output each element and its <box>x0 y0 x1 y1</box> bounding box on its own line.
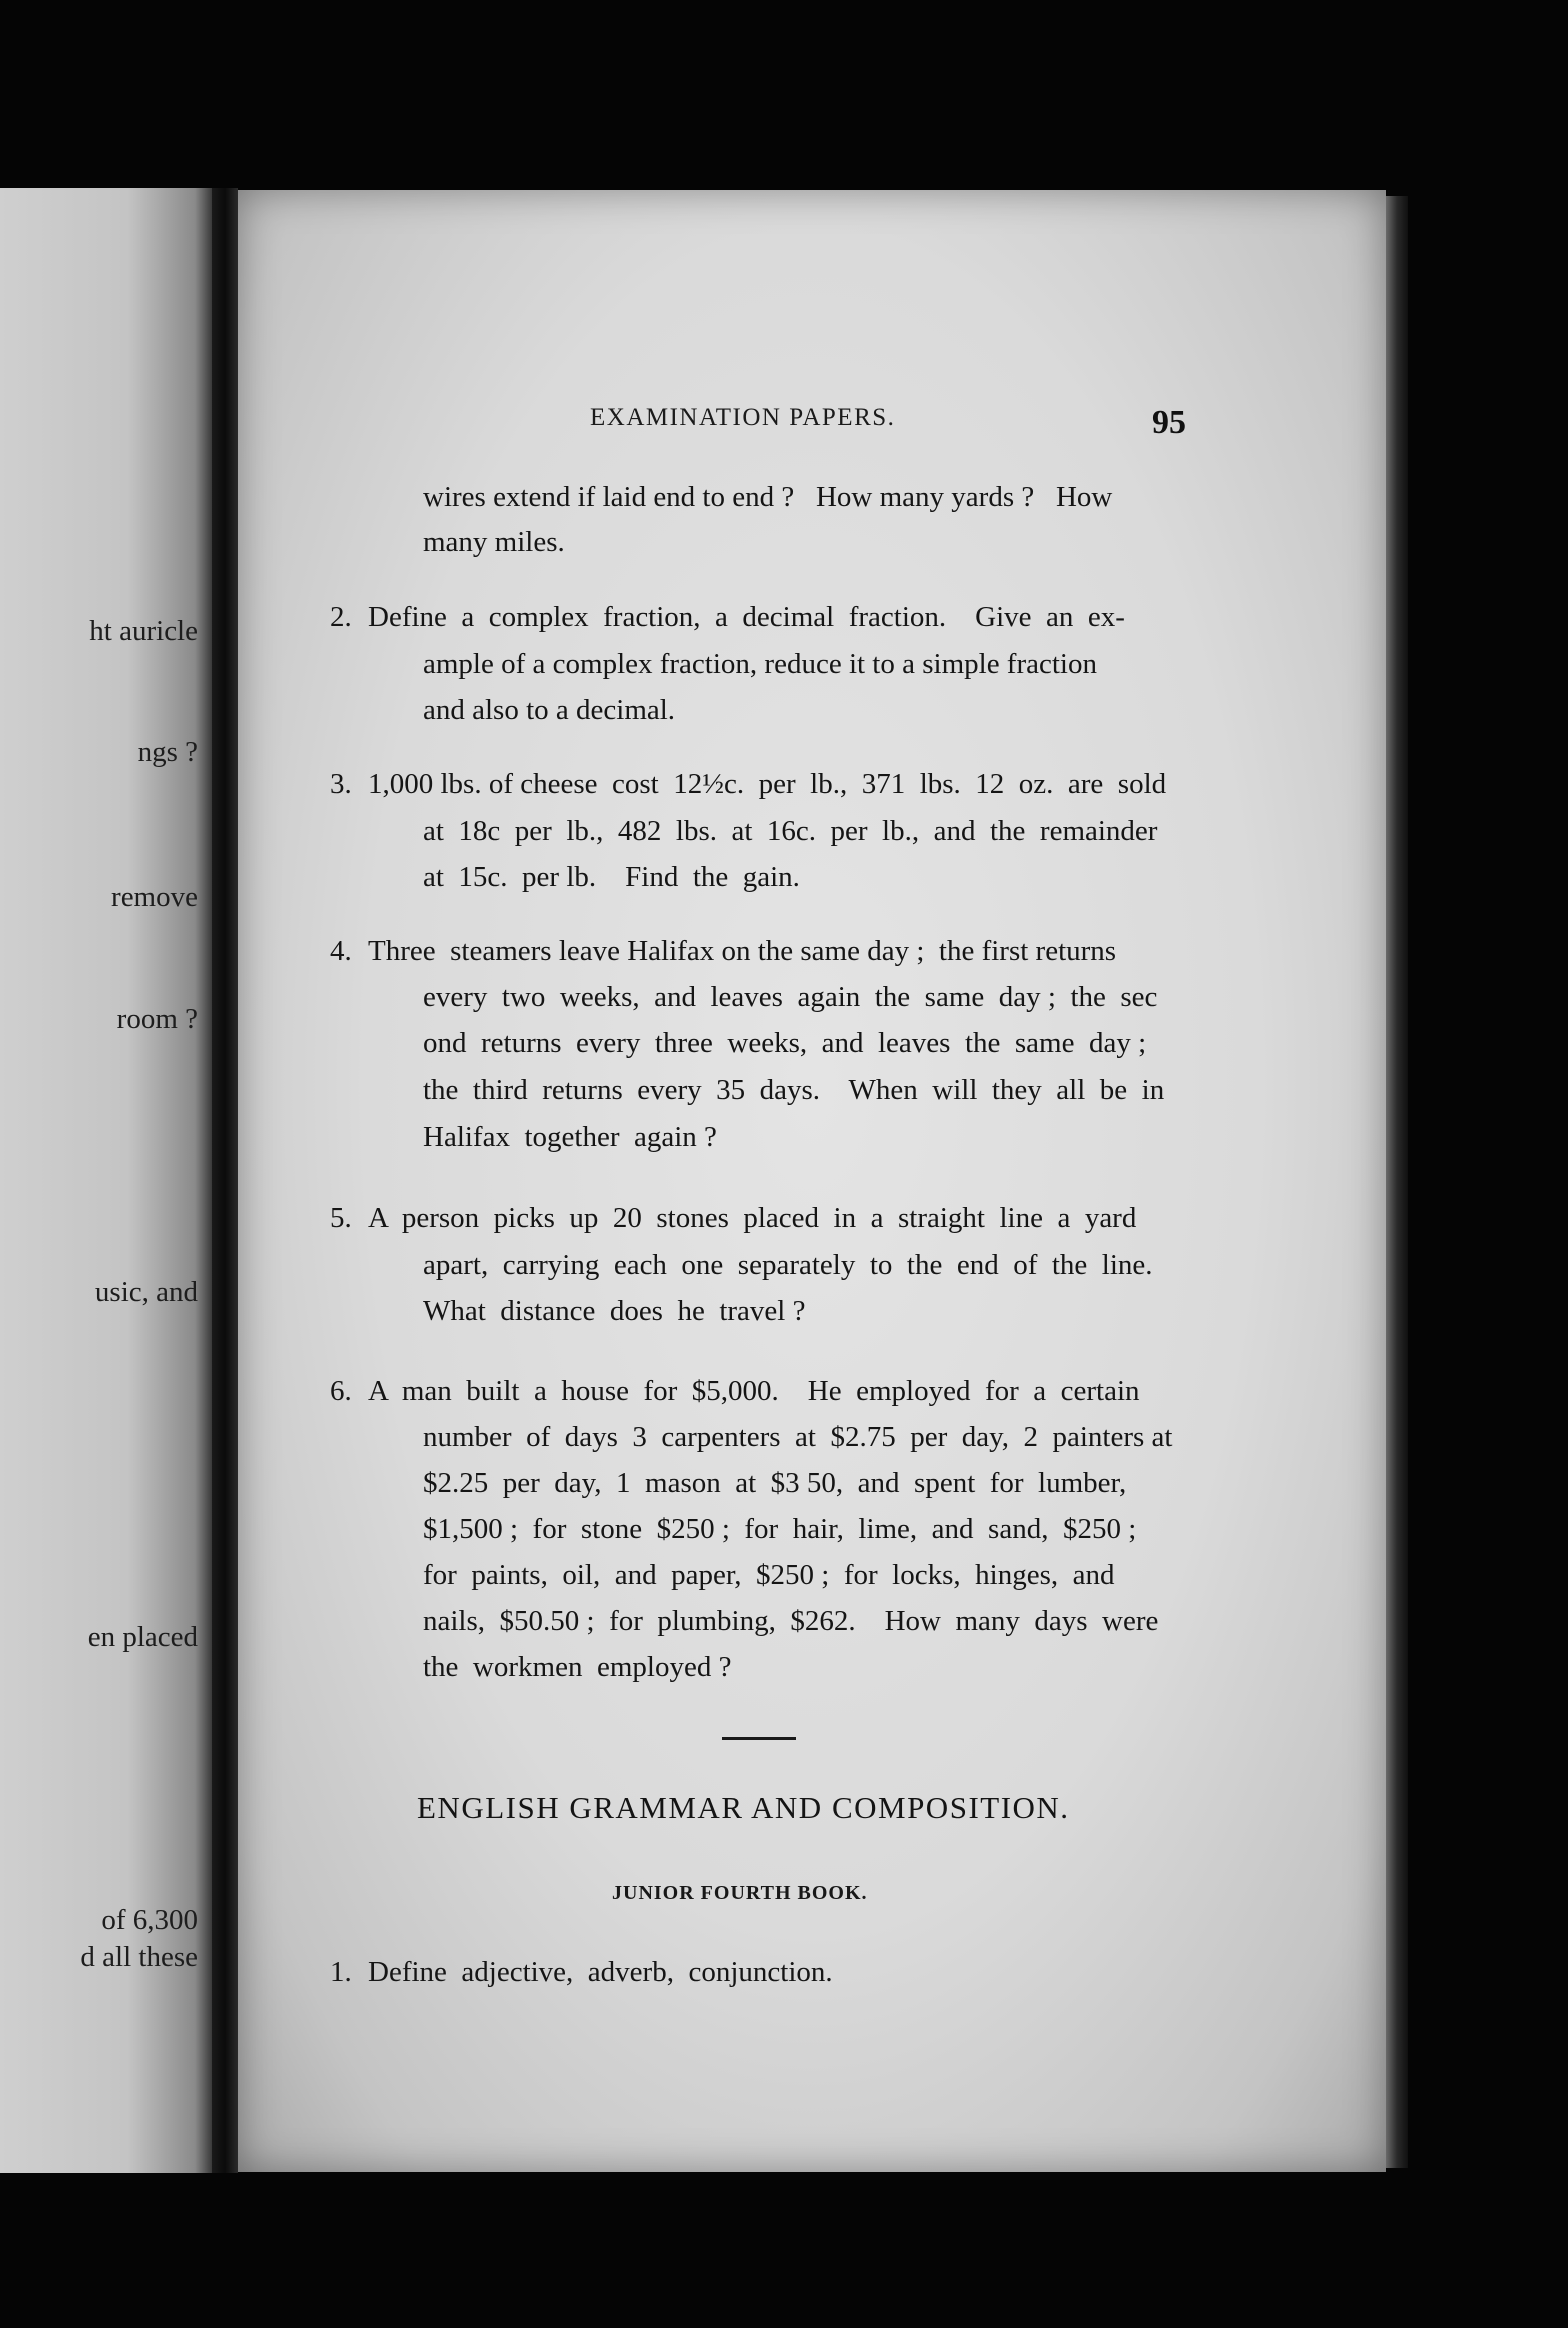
question-line: A man built a house for $5,000. He employed for a certain <box>368 1375 1140 1407</box>
question-line: many miles. <box>423 526 565 558</box>
question-line: the workmen employed ? <box>423 1651 732 1683</box>
question-line: ample of a complex fraction, reduce it to a simple fraction <box>423 648 1097 680</box>
question-line: nails, $50.50 ; for plumbing, $262. How many days were <box>423 1605 1159 1637</box>
question-line: at 18c per lb., 482 lbs. at 16c. per lb., and the remainder <box>423 815 1158 847</box>
question-line: and also to a decimal. <box>423 694 676 726</box>
subsection-title: JUNIOR FOURTH BOOK. <box>612 1882 868 1904</box>
question-line: the third returns every 35 days. When will they all be in <box>423 1074 1165 1106</box>
left-page-fragment: room ? <box>116 1003 198 1035</box>
section-divider <box>722 1737 796 1740</box>
running-head: EXAMINATION PAPERS. <box>590 404 896 431</box>
page-number: 95 <box>1152 404 1186 441</box>
book-gutter <box>212 188 238 2173</box>
question-line: Halifax together again ? <box>423 1121 717 1153</box>
question-number: 2. <box>330 601 352 633</box>
question-line: wires extend if laid end to end ? How many yards ? How <box>423 481 1113 513</box>
left-page <box>0 188 212 2173</box>
question-line: Define adjective, adverb, conjunction. <box>368 1956 833 1988</box>
question-number: 3. <box>330 768 352 800</box>
question-line: every two weeks, and leaves again the same day ; the sec <box>423 981 1158 1013</box>
question-line: for paints, oil, and paper, $250 ; for locks, hinges, and <box>423 1559 1115 1591</box>
question-line: number of days 3 carpenters at $2.75 per day, 2 painters at <box>423 1421 1173 1453</box>
question-line: ond returns every three weeks, and leaves the same day ; <box>423 1027 1147 1059</box>
left-page-fragment: en placed <box>87 1621 198 1653</box>
page-edge <box>1386 196 1408 2168</box>
question-line: $1,500 ; for stone $250 ; for hair, lime, and sand, $250 ; <box>423 1513 1137 1545</box>
question-number: 5. <box>330 1202 352 1234</box>
question-line: A person picks up 20 stones placed in a straight line a yard <box>368 1202 1137 1234</box>
question-line: 1,000 lbs. of cheese cost 12½c. per lb., 371 lbs. 12 oz. are sold <box>368 768 1167 800</box>
section-title: ENGLISH GRAMMAR AND COMPOSITION. <box>417 1790 1070 1825</box>
question-number: 6. <box>330 1375 352 1407</box>
left-page-fragment: d all these <box>80 1941 198 1973</box>
left-page-fragment: usic, and <box>94 1276 198 1308</box>
question-line: apart, carrying each one separately to the end of the line. <box>423 1249 1153 1281</box>
question-number: 4. <box>330 935 352 967</box>
left-page-fragment: remove <box>111 881 198 913</box>
question-line: What distance does he travel ? <box>423 1295 806 1327</box>
question-number: 1. <box>330 1956 352 1988</box>
left-page-fragment: of 6,300 <box>101 1904 198 1936</box>
left-page-fragment: ngs ? <box>137 736 198 768</box>
question-line: Three steamers leave Halifax on the same day ; the first returns <box>368 935 1117 967</box>
left-page-fragment: ht auricle <box>89 615 198 647</box>
question-line: at 15c. per lb. Find the gain. <box>423 861 800 893</box>
question-line: $2.25 per day, 1 mason at $3 50, and spent for lumber, <box>423 1467 1127 1499</box>
question-line: Define a complex fraction, a decimal fraction. Give an ex- <box>368 601 1125 633</box>
